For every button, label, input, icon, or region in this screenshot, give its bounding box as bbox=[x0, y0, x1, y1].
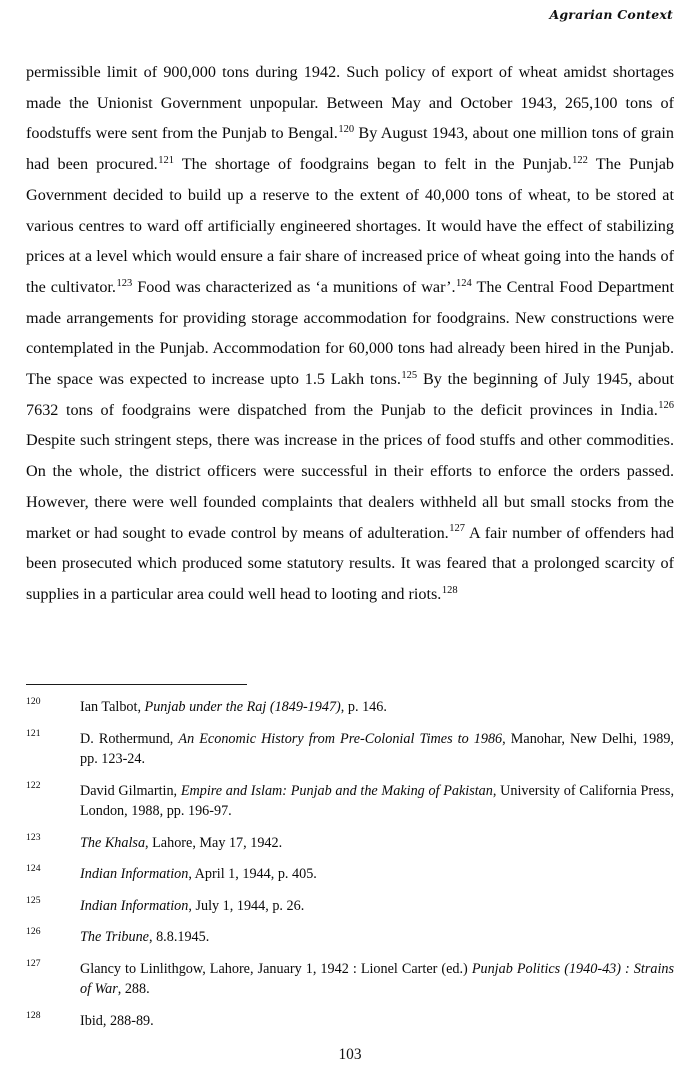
footnote-item bbox=[26, 833, 674, 854]
footnote-list bbox=[26, 697, 674, 1031]
footnote-reference-127[interactable]: 127 bbox=[449, 523, 465, 535]
footnote-text: Indian Information, April 1, 1944, p. 405. bbox=[80, 866, 317, 882]
running-header-title: Agrarian Context bbox=[549, 7, 673, 22]
footnote-item bbox=[26, 896, 674, 917]
footnote-reference-121[interactable]: 121 bbox=[158, 154, 174, 166]
footnote-text: D. Rothermund, An Economic History from Pre-Colonial Times to 1986, Manohar, New Delhi, 1989, pp. 123-24. bbox=[80, 730, 674, 767]
footnote-number: 126 bbox=[26, 926, 41, 937]
footnote-text: The Tribune, 8.8.1945. bbox=[80, 929, 210, 945]
footnote-reference-128[interactable]: 128 bbox=[441, 584, 458, 596]
footnote-reference-124[interactable]: 124 bbox=[456, 277, 472, 289]
footnote-item bbox=[26, 864, 674, 885]
footnote-number: 125 bbox=[26, 894, 41, 906]
footnote-number: 127 bbox=[26, 957, 41, 969]
footnote-number: 124 bbox=[26, 863, 41, 874]
footnote-reference-125[interactable]: 125 bbox=[401, 369, 418, 381]
footnote-item bbox=[26, 781, 674, 822]
footnote-item bbox=[26, 729, 674, 770]
footnote-reference-126[interactable]: 126 bbox=[658, 400, 674, 412]
body-text-block bbox=[26, 57, 674, 610]
footnote-text: David Gilmartin, Empire and Islam: Punjab and the Making of Pakistan, University of California Press, London, 1988, pp. 196-97. bbox=[80, 782, 674, 819]
footnote-number: 120 bbox=[26, 696, 41, 707]
footnote-number: 121 bbox=[26, 727, 41, 739]
footnote-text: Indian Information, July 1, 1944, p. 26. bbox=[80, 897, 305, 914]
body-paragraph: permissible limit of 900,000 tons during 1942. Such policy of export of wheat amidst shortages made the Unionist Government unpopular. Between May and October 1943, 265,100 tons of foodstuffs were sent from the Punjab to Bengal.$^{120}$ By August 1943, about one million tons of grain had been procured.$^{121}$ The shortage of foodgrains began to felt in the Punjab.$^{122}$ The Punjab Government decided to build up a reserve to the extent of 40,000 tons of wheat, to be stored at various centres to ward off artificially engineered shortages. It would have the effect of stabilizing prices at a level which would ensure a fair share of increased price of wheat going into the hands of the cultivator.$^{123}$ Food was characterized as ‘a munitions of war’.$^{124}$ The Central Food Department made arrangements for providing storage accommodation for foodgrains. New constructions were contemplated in the Punjab. Accommodation for 60,000 tons had already been hired in the Punjab. The space was expected to increase upto 1.5 Lakh tons.$^{125}$ By the beginning of July 1945, about 7632 tons of foodgrains were dispatched from the Punjab to the deficit provinces in India.$^{126}$ Despite such stringent steps, there was increase in the prices of food stuffs and other commodities. On the whole, the district officers were successful in their efforts to enforce the orders passed. However, there were well founded complaints that dealers withheld all but small stocks from the market or had sought to evade control by means of adulteration.$^{127}$ A fair number of offenders had been prosecuted which produced some statutory results. It was feared that a prolonged scarcity of supplies in a particular area could well head to looting and riots.$^{128}$ bbox=[26, 63, 674, 603]
footnote-text: Glancy to Linlithgow, Lahore, January 1, 1942 : Lionel Carter (ed.) Punjab Politics (1940-43) : Strains of War, 288. bbox=[80, 960, 674, 997]
footnote-item bbox=[26, 959, 674, 1000]
footnote-number: 123 bbox=[26, 831, 41, 843]
page-number: 103 bbox=[338, 1046, 362, 1063]
footnote-item bbox=[26, 697, 674, 718]
footnote-text: The Khalsa, Lahore, May 17, 1942. bbox=[80, 834, 283, 851]
footnote-reference-122[interactable]: 122 bbox=[572, 154, 588, 166]
footnote-number: 128 bbox=[26, 1009, 41, 1021]
footnote-reference-123[interactable]: 123 bbox=[116, 277, 133, 289]
footnote-text: Ibid, 288-89. bbox=[80, 1012, 154, 1029]
footnote-number: 122 bbox=[26, 779, 41, 791]
footnote-reference-120[interactable]: 120 bbox=[338, 124, 355, 136]
footnote-item bbox=[26, 1011, 674, 1032]
footnote-item bbox=[26, 927, 674, 948]
footnote-text: Ian Talbot, Punjab under the Raj (1849-1947), p. 146. bbox=[80, 699, 387, 715]
footnote-separator-rule bbox=[26, 684, 247, 685]
